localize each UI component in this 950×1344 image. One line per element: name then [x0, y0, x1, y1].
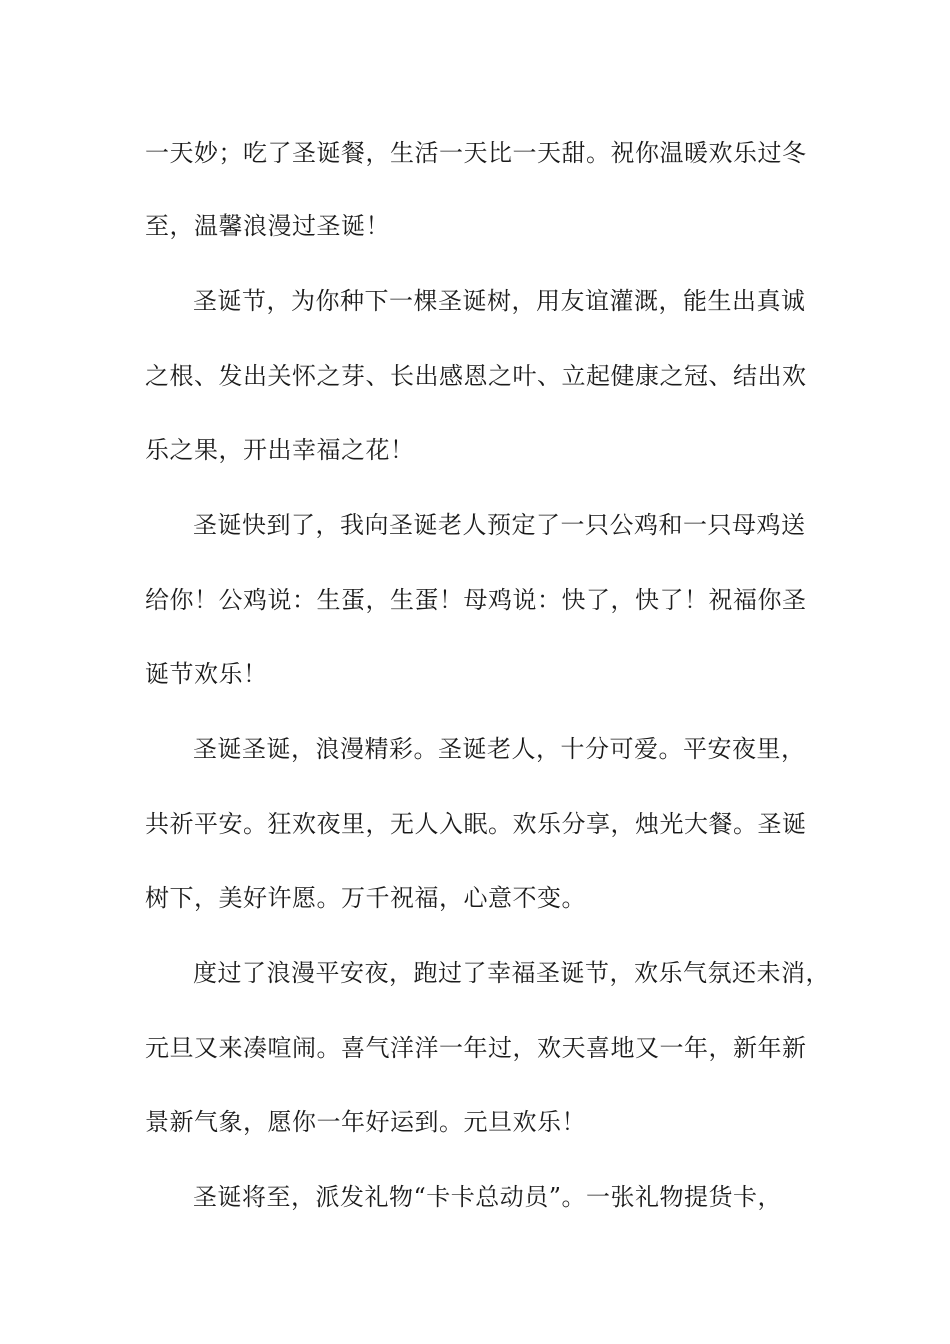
text-line-8: 诞节欢乐！: [145, 660, 268, 688]
text-line-9: 圣诞圣诞，浪漫精彩。圣诞老人，十分可爱。平安夜里，: [193, 735, 806, 763]
text-line-10: 共祈平安。狂欢夜里，无人入眠。欢乐分享，烛光大餐。圣诞: [145, 810, 807, 838]
text-line-12: 度过了浪漫平安夜，跑过了幸福圣诞节，欢乐气氛还未消，: [193, 959, 830, 987]
text-line-15: 圣诞将至，派发礼物“卡卡总动员”。一张礼物提货卡，: [193, 1183, 783, 1211]
text-line-6: 圣诞快到了，我向圣诞老人预定了一只公鸡和一只母鸡送: [193, 511, 806, 539]
text-line-11: 树下，美好许愿。万千祝福，心意不变。: [145, 884, 586, 912]
text-line-14: 景新气象，愿你一年好运到。元旦欢乐！: [145, 1108, 586, 1136]
text-line-5: 乐之果，开出幸福之花！: [145, 436, 415, 464]
text-line-4: 之根、发出关怀之芽、长出感恩之叶、立起健康之冠、结出欢: [145, 362, 807, 390]
text-line-2: 至，温馨浪漫过圣诞！: [145, 212, 390, 240]
text-line-1: 一天妙；吃了圣诞餐，生活一天比一天甜。祝你温暖欢乐过冬: [145, 139, 807, 167]
text-line-7: 给你！公鸡说：生蛋，生蛋！母鸡说：快了，快了！祝福你圣: [145, 586, 807, 614]
text-line-13: 元旦又来凑喧闹。喜气洋洋一年过，欢天喜地又一年，新年新: [145, 1034, 807, 1062]
text-line-3: 圣诞节，为你种下一棵圣诞树，用友谊灌溉，能生出真诚: [193, 287, 806, 315]
